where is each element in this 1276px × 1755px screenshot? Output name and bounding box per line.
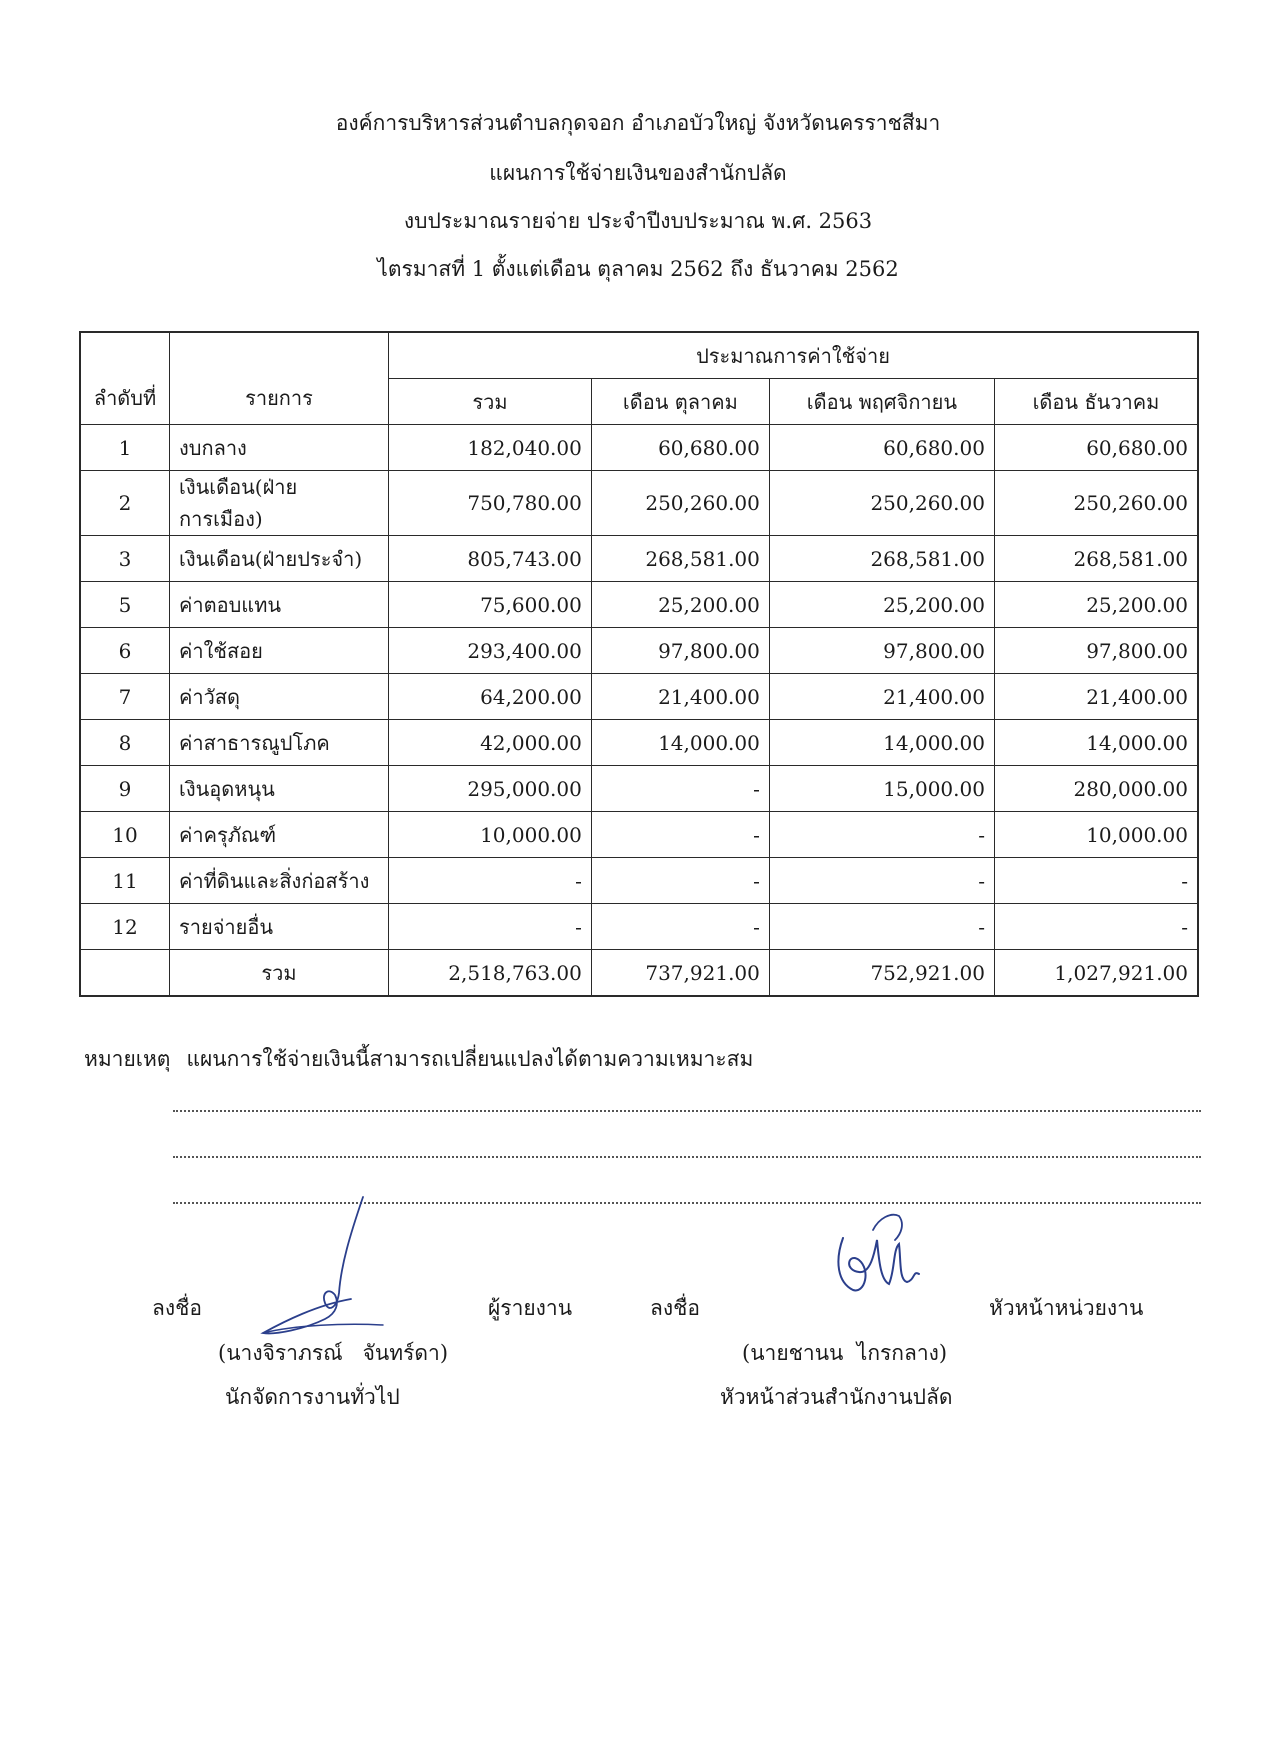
- row-oct: -: [591, 766, 769, 812]
- dotted-line: [173, 1110, 1201, 1112]
- row-no: 8: [80, 720, 170, 766]
- row-nov: 268,581.00: [769, 536, 994, 582]
- sign-label-right: ลงชื่อ: [650, 1296, 700, 1320]
- note-text: แผนการใช้จ่ายเงินนี้สามารถเปลี่ยนแปลงได้ตามความเหมาะสม: [186, 1047, 754, 1071]
- row-no: 11: [80, 858, 170, 904]
- col-header-dec: เดือน ธันวาคม: [994, 379, 1198, 425]
- table-row: [80, 582, 1198, 628]
- row-total: 10,000.00: [389, 812, 592, 858]
- row-no: 6: [80, 628, 170, 674]
- row-no: 1: [80, 425, 170, 471]
- note-label: หมายเหตุ: [84, 1047, 171, 1071]
- table-row: [80, 425, 1198, 471]
- header-quarter: ไตรมาสที่ 1 ตั้งแต่เดือน ตุลาคม 2562 ถึง ธันวาคม 2562: [377, 257, 899, 281]
- col-header-nov: เดือน พฤศจิกายน: [769, 379, 994, 425]
- row-total: 805,743.00: [389, 536, 592, 582]
- table-row: [80, 720, 1198, 766]
- row-oct: -: [591, 904, 769, 950]
- table-row: [80, 766, 1198, 812]
- signature-left: [255, 1195, 385, 1335]
- row-no: 2: [80, 471, 170, 536]
- head-position: หัวหน้าส่วนสำนักงานปลัด: [720, 1385, 953, 1409]
- table-row: [80, 471, 1198, 536]
- table-row: [80, 674, 1198, 720]
- row-item: เงินเดือน(ฝ่ายการเมือง): [170, 471, 389, 536]
- total-row: [80, 950, 1198, 997]
- row-total: -: [389, 858, 592, 904]
- row-nov: 21,400.00: [769, 674, 994, 720]
- row-nov: 60,680.00: [769, 425, 994, 471]
- row-item: เงินเดือน(ฝ่ายประจำ): [170, 536, 389, 582]
- table-row: [80, 628, 1198, 674]
- row-total: -: [389, 904, 592, 950]
- col-header-item: รายการ: [170, 332, 389, 425]
- table-row: [80, 904, 1198, 950]
- row-dec: 25,200.00: [994, 582, 1198, 628]
- row-dec: 250,260.00: [994, 471, 1198, 536]
- table-row: [80, 812, 1198, 858]
- col-header-total: รวม: [389, 379, 592, 425]
- row-item: งบกลาง: [170, 425, 389, 471]
- row-total: 295,000.00: [389, 766, 592, 812]
- row-no: 3: [80, 536, 170, 582]
- total-label: รวม: [170, 950, 389, 997]
- col-header-no: ลำดับที่: [80, 332, 170, 425]
- row-dec: 268,581.00: [994, 536, 1198, 582]
- total-dec: 1,027,921.00: [994, 950, 1198, 997]
- header-org-name: องค์การบริหารส่วนตำบลกุดจอก อำเภอบัวใหญ่ จังหวัดนครราชสีมา: [335, 111, 941, 135]
- dotted-line: [173, 1156, 1201, 1158]
- row-dec: 60,680.00: [994, 425, 1198, 471]
- row-dec: 280,000.00: [994, 766, 1198, 812]
- row-dec: 97,800.00: [994, 628, 1198, 674]
- row-item: รายจ่ายอื่น: [170, 904, 389, 950]
- row-oct: 21,400.00: [591, 674, 769, 720]
- row-dec: 10,000.00: [994, 812, 1198, 858]
- row-nov: -: [769, 858, 994, 904]
- head-name: (นายชานน ไกรกลาง): [742, 1341, 948, 1365]
- row-item: ค่าวัสดุ: [170, 674, 389, 720]
- total-oct: 737,921.00: [591, 950, 769, 997]
- row-oct: 25,200.00: [591, 582, 769, 628]
- row-no: 5: [80, 582, 170, 628]
- row-dec: -: [994, 904, 1198, 950]
- header-plan-title: แผนการใช้จ่ายเงินของสำนักปลัด: [489, 161, 787, 185]
- row-item: ค่าตอบแทน: [170, 582, 389, 628]
- row-item: เงินอุดหนุน: [170, 766, 389, 812]
- row-item: ค่าสาธารณูปโภค: [170, 720, 389, 766]
- row-dec: -: [994, 858, 1198, 904]
- table-row: [80, 858, 1198, 904]
- row-item: ค่าที่ดินและสิ่งก่อสร้าง: [170, 858, 389, 904]
- reporter-name: (นางจิราภรณ์ จันทร์ดา): [218, 1341, 449, 1365]
- reporter-position: นักจัดการงานทั่วไป: [225, 1385, 400, 1409]
- row-nov: 250,260.00: [769, 471, 994, 536]
- row-total: 293,400.00: [389, 628, 592, 674]
- budget-table: [79, 331, 1199, 997]
- table-row: [80, 536, 1198, 582]
- reporter-role: ผู้รายงาน: [488, 1296, 573, 1320]
- row-nov: -: [769, 812, 994, 858]
- row-oct: -: [591, 858, 769, 904]
- row-oct: 268,581.00: [591, 536, 769, 582]
- total-row-no: [80, 950, 170, 997]
- group-header-estimate: ประมาณการค่าใช้จ่าย: [389, 332, 1199, 379]
- row-oct: 60,680.00: [591, 425, 769, 471]
- row-total: 42,000.00: [389, 720, 592, 766]
- row-nov: -: [769, 904, 994, 950]
- sign-label-left: ลงชื่อ: [152, 1296, 202, 1320]
- note: [84, 1043, 753, 1076]
- row-oct: 250,260.00: [591, 471, 769, 536]
- row-dec: 14,000.00: [994, 720, 1198, 766]
- row-nov: 15,000.00: [769, 766, 994, 812]
- row-no: 12: [80, 904, 170, 950]
- row-total: 182,040.00: [389, 425, 592, 471]
- row-oct: 14,000.00: [591, 720, 769, 766]
- grand-total: 2,518,763.00: [389, 950, 592, 997]
- row-total: 75,600.00: [389, 582, 592, 628]
- row-no: 7: [80, 674, 170, 720]
- row-no: 10: [80, 812, 170, 858]
- row-dec: 21,400.00: [994, 674, 1198, 720]
- header-budget-year: งบประมาณรายจ่าย ประจำปีงบประมาณ พ.ศ. 2563: [403, 209, 873, 233]
- row-oct: 97,800.00: [591, 628, 769, 674]
- head-role: หัวหน้าหน่วยงาน: [989, 1296, 1144, 1320]
- col-header-oct: เดือน ตุลาคม: [591, 379, 769, 425]
- row-item: ค่าใช้สอย: [170, 628, 389, 674]
- row-nov: 25,200.00: [769, 582, 994, 628]
- row-total: 750,780.00: [389, 471, 592, 536]
- row-nov: 14,000.00: [769, 720, 994, 766]
- row-no: 9: [80, 766, 170, 812]
- row-oct: -: [591, 812, 769, 858]
- total-nov: 752,921.00: [769, 950, 994, 997]
- row-nov: 97,800.00: [769, 628, 994, 674]
- signature-right: [815, 1210, 925, 1310]
- row-total: 64,200.00: [389, 674, 592, 720]
- row-item: ค่าครุภัณฑ์: [170, 812, 389, 858]
